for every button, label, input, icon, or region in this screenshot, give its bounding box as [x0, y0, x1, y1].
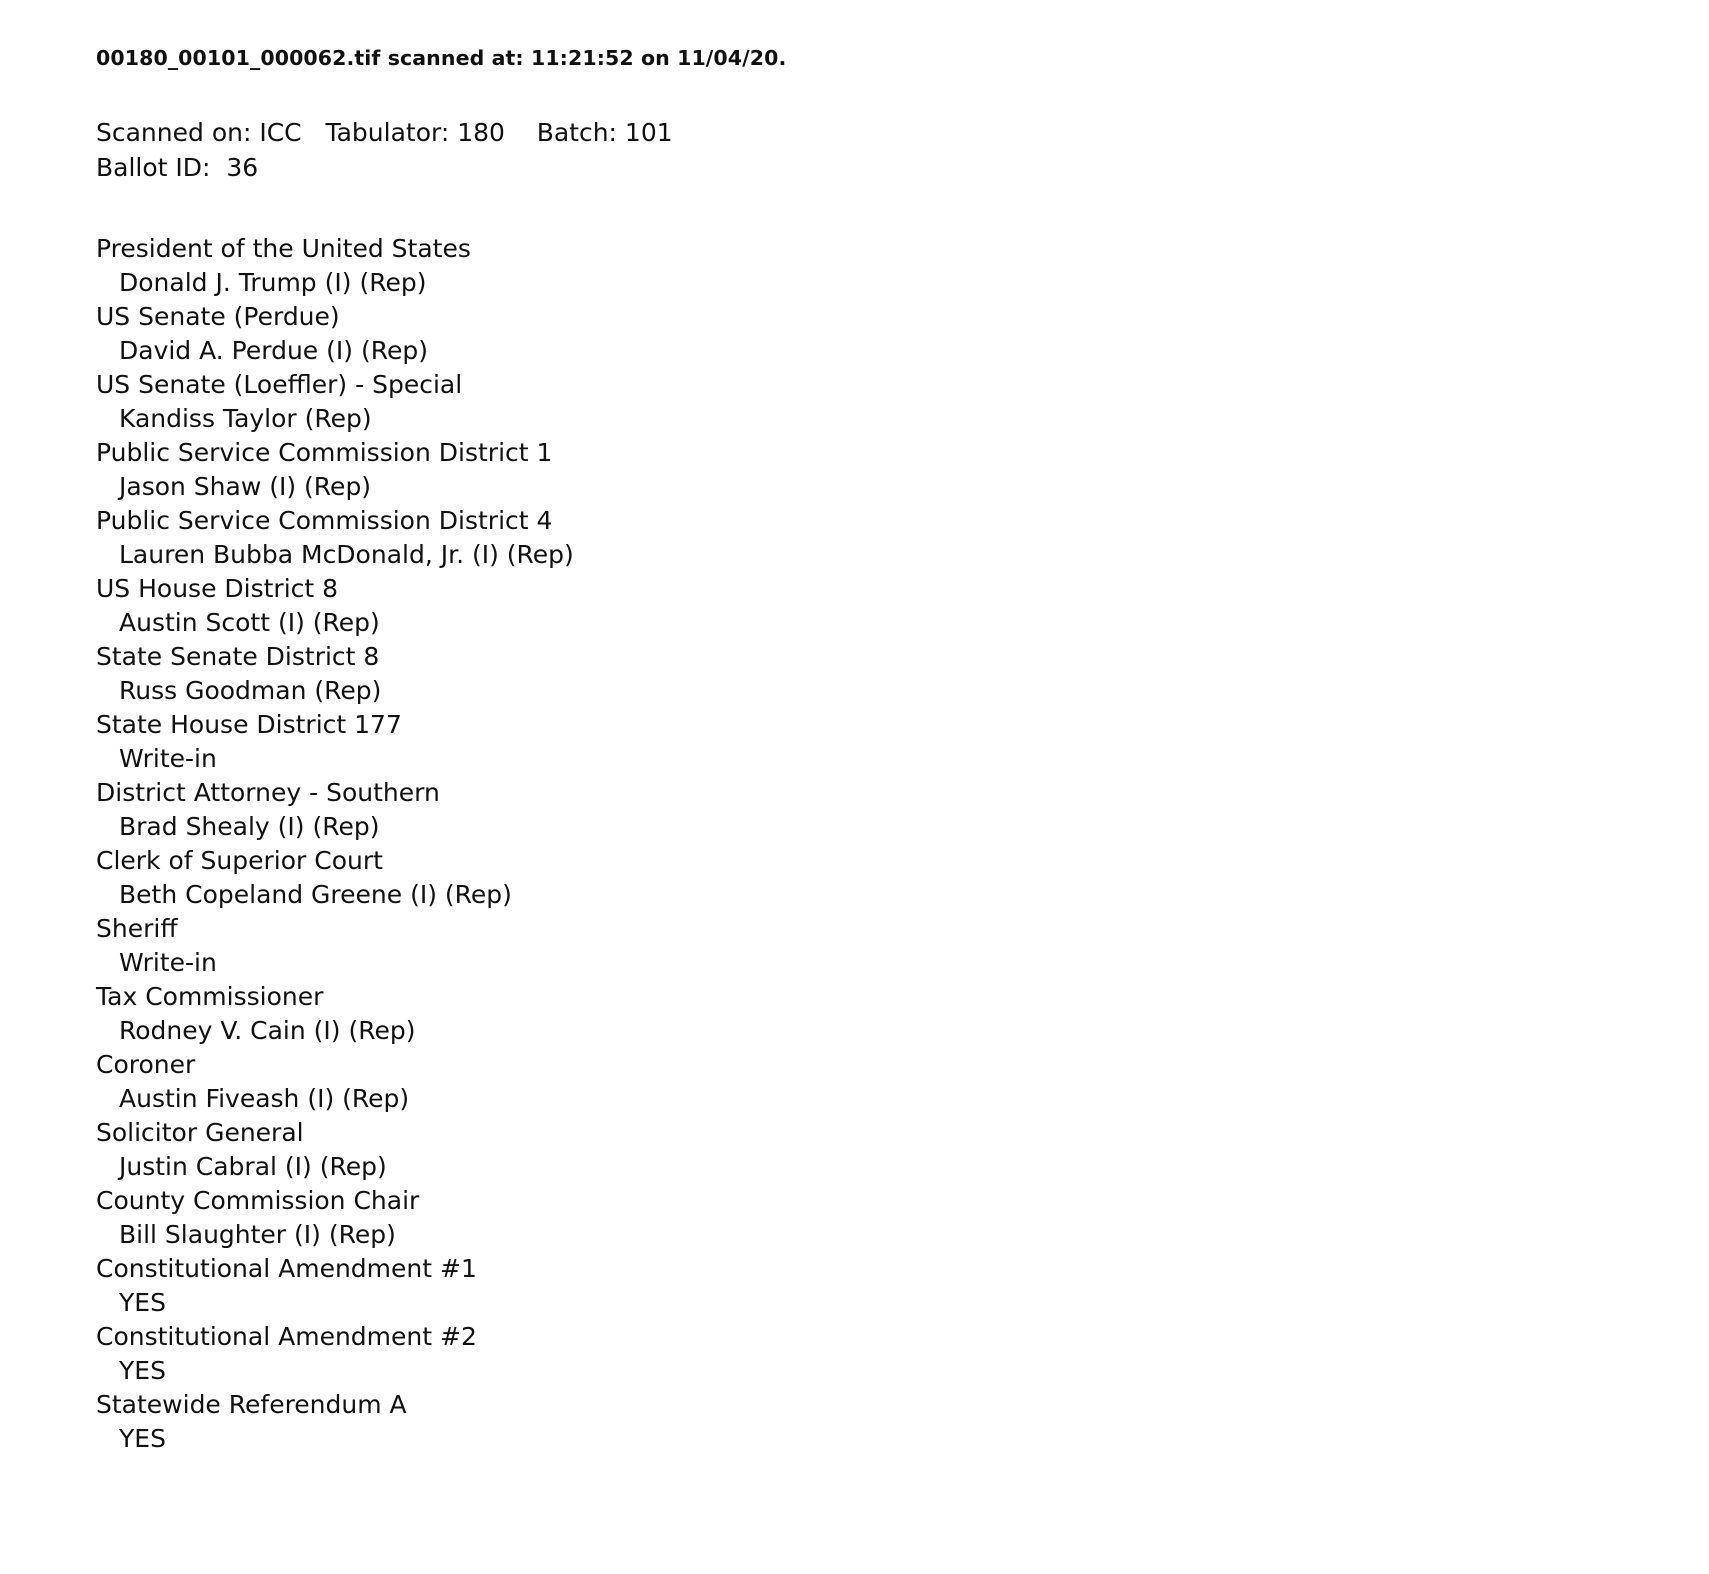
contest-entry	[96, 300, 1709, 368]
contest-entry	[96, 640, 1709, 708]
contest-title: US House District 8	[96, 573, 339, 603]
contest-entry	[96, 1252, 1709, 1320]
contest-selection: Bill Slaughter (I) (Rep)	[119, 1219, 396, 1249]
contest-selection: Rodney V. Cain (I) (Rep)	[119, 1015, 416, 1045]
scanned-on-line: Scanned on: ICC Tabulator: 180 Batch: 101	[96, 117, 673, 147]
scan-metadata	[96, 115, 1709, 186]
contest-selection: Brad Shealy (I) (Rep)	[119, 811, 380, 841]
contest-selection: YES	[119, 1423, 166, 1453]
contest-title: Constitutional Amendment #1	[96, 1253, 477, 1283]
contest-entry	[96, 1184, 1709, 1252]
contest-title: County Commission Chair	[96, 1185, 420, 1215]
contest-title: Statewide Referendum A	[96, 1389, 407, 1419]
contest-selection: Donald J. Trump (I) (Rep)	[119, 267, 427, 297]
contest-title: District Attorney - Southern	[96, 777, 440, 807]
contest-entry	[96, 708, 1709, 776]
contest-title: Coroner	[96, 1049, 196, 1079]
contest-entry	[96, 436, 1709, 504]
contest-selection: Russ Goodman (Rep)	[119, 675, 382, 705]
contest-list	[96, 232, 1709, 1456]
contest-title: US Senate (Perdue)	[96, 301, 340, 331]
contest-entry	[96, 844, 1709, 912]
contest-entry	[96, 572, 1709, 640]
contest-title: President of the United States	[96, 233, 471, 263]
contest-title: Public Service Commission District 1	[96, 437, 553, 467]
contest-selection: Justin Cabral (I) (Rep)	[119, 1151, 387, 1181]
contest-selection: Write-in	[119, 743, 217, 773]
contest-entry	[96, 776, 1709, 844]
contest-title: State Senate District 8	[96, 641, 380, 671]
contest-selection: Beth Copeland Greene (I) (Rep)	[119, 879, 512, 909]
contest-selection: Jason Shaw (I) (Rep)	[119, 471, 372, 501]
contest-entry	[96, 1116, 1709, 1184]
contest-title: Constitutional Amendment #2	[96, 1321, 477, 1351]
contest-title: Clerk of Superior Court	[96, 845, 383, 875]
contest-entry	[96, 1388, 1709, 1456]
ballot-id-line: Ballot ID: 36	[96, 153, 259, 183]
scan-header-line: 00180_00101_000062.tif scanned at: 11:21:52 on 11/04/20.	[96, 46, 787, 70]
contest-selection: Write-in	[119, 947, 217, 977]
contest-title: US Senate (Loeffler) - Special	[96, 369, 463, 399]
contest-selection: Austin Fiveash (I) (Rep)	[119, 1083, 410, 1113]
contest-selection: YES	[119, 1355, 166, 1385]
contest-selection: Austin Scott (I) (Rep)	[119, 607, 380, 637]
contest-title: Tax Commissioner	[96, 981, 324, 1011]
contest-title: Solicitor General	[96, 1117, 304, 1147]
contest-entry	[96, 1048, 1709, 1116]
contest-title: Public Service Commission District 4	[96, 505, 553, 535]
contest-entry	[96, 1320, 1709, 1388]
contest-selection: Lauren Bubba McDonald, Jr. (I) (Rep)	[119, 539, 574, 569]
contest-title: State House District 177	[96, 709, 402, 739]
contest-selection: Kandiss Taylor (Rep)	[119, 403, 372, 433]
contest-entry	[96, 980, 1709, 1048]
contest-entry	[96, 232, 1709, 300]
contest-selection: YES	[119, 1287, 166, 1317]
contest-title: Sheriff	[96, 913, 178, 943]
contest-selection: David A. Perdue (I) (Rep)	[119, 335, 428, 365]
contest-entry	[96, 912, 1709, 980]
contest-entry	[96, 504, 1709, 572]
contest-entry	[96, 368, 1709, 436]
